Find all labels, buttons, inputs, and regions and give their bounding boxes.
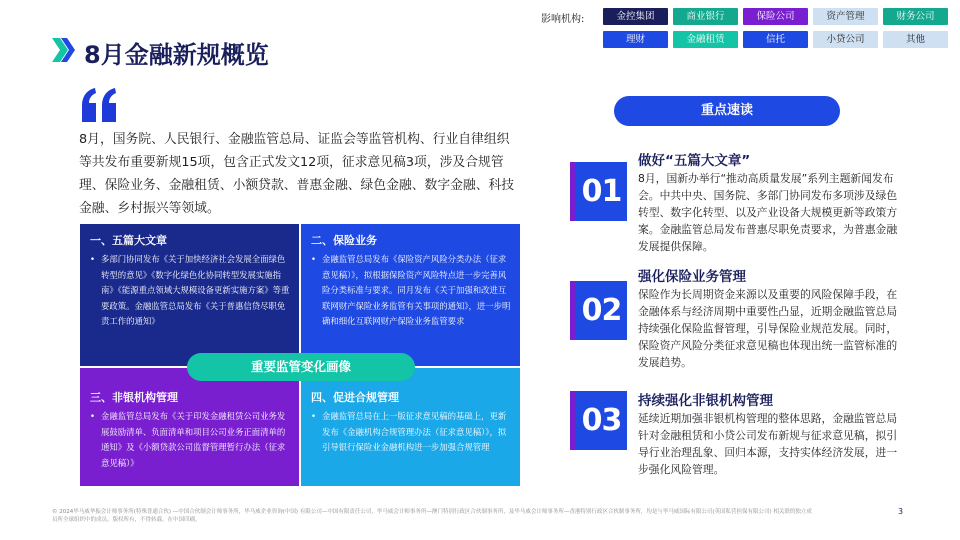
number-accent bbox=[570, 281, 576, 340]
item-number-text: 03 bbox=[581, 403, 622, 438]
item-number bbox=[576, 391, 627, 450]
tag-other: 其他 bbox=[883, 31, 948, 48]
quadrant-insurance bbox=[301, 224, 520, 366]
tag-commercial-bank: 商业银行 bbox=[673, 8, 738, 25]
bullet-icon: • bbox=[311, 254, 316, 264]
item-text: 延续近期加强非银机构管理的整体思路，金融监管总局针对金融租赁和小贷公司发布新规与征求意见稿，拟引导行业治理乱象、回归本源，支持实体经济发展，进一步强化风险管理。 bbox=[638, 412, 898, 476]
quadrant-text: 多部门协同发布《关于加快经济社会发展全面绿色转型的意见》《数字化绿色化协同转型发展实施指南》《能源重点领域大规模设备更新实施方案》等重要政策。金融监管总局发布《关于普惠信贷尽职免责工作的通知》 bbox=[101, 254, 290, 326]
quadrant-nonbank bbox=[80, 368, 299, 486]
item-title: 做好“五篇大文章” bbox=[638, 153, 751, 169]
tag-financial-holding: 金控集团 bbox=[603, 8, 668, 25]
tag-insurance: 保险公司 bbox=[743, 8, 808, 25]
bullet-icon: • bbox=[90, 254, 95, 264]
item-text: 保险作为长周期资金来源以及重要的风险保障手段，在金融体系与经济周期中重要性凸显，近期金融监管总局持续强化保险监督管理，引导保险业规范发展。同时，保险资产风险分类征求意见稿也体现出统一监管标准的发展趋势。 bbox=[638, 288, 898, 369]
quadrant-bullet bbox=[90, 252, 291, 330]
institutions-label: 影响机构: bbox=[541, 14, 585, 25]
key-reading-badge: 重点速读 bbox=[614, 96, 840, 126]
quadrant-text: 金融监管总局在上一版征求意见稿的基础上，更新发布《金融机构合规管理办法（征求意见稿）》，拟引导银行保险业金融机构进一步加强合规管理 bbox=[322, 411, 507, 452]
quadrant-five-articles bbox=[80, 224, 299, 366]
center-label: 重要监管变化画像 bbox=[187, 353, 415, 381]
tag-micro-lending: 小贷公司 bbox=[813, 31, 878, 48]
tag-wealth-management: 理财 bbox=[603, 31, 668, 48]
intro-paragraph: 8月，国务院、人民银行、金融监管总局、证监会等监管机构、行业自律组织等共发布重要新规15项，包含正式发文12项，征求意见稿3项，涉及合规管理、保险业务、金融租赁、小额贷款、普惠金融、绿色金融、数字金融、科技金融、乡村振兴等领域。 bbox=[79, 132, 515, 216]
quadrant-title: 二、保险业务 bbox=[311, 234, 377, 247]
bullet-icon: • bbox=[311, 411, 316, 421]
quadrant-title: 三、非银机构管理 bbox=[90, 391, 178, 404]
item-title: 持续强化非银机构管理 bbox=[638, 393, 773, 409]
quote-icon bbox=[80, 88, 120, 122]
play-arrows-icon bbox=[52, 38, 78, 62]
bullet-icon: • bbox=[90, 411, 95, 421]
quadrant-compliance bbox=[301, 368, 520, 486]
quadrant-bullet bbox=[311, 252, 512, 330]
quadrant-bullet bbox=[90, 409, 291, 471]
item-text: 8月，国新办举行“推动高质量发展”系列主题新闻发布会。中共中央、国务院、多部门协同发布多项涉及绿色转型、数字化转型、以及产业设备大规模更新等政策方案。金融监管总局发布普惠尽职免责要求，为普惠金融发展提供保障。 bbox=[638, 172, 898, 253]
page-title: 8月金融新规概览 bbox=[84, 41, 269, 69]
tag-trust: 信托 bbox=[743, 31, 808, 48]
tag-financial-leasing: 金融租赁 bbox=[673, 31, 738, 48]
item-title: 强化保险业务管理 bbox=[638, 269, 746, 285]
footer-copyright: © 2024毕马威华振会计师事务所(特殊普通合伙) —中国合伙制会计师事务所，毕马威企业咨询(中国) 有限公司—中国有限责任公司，毕马威会计师事务所—澳门特别行政区合伙制事务所，及毕马威会计师事务所—香港特别行政区合伙制事务所，均是与毕马威国际有限公司(英国私营担保有限公司) 相关联的独立成员所全球组织中的成员。版权所有，不得转载。在中国印刷。 bbox=[52, 509, 812, 523]
number-accent bbox=[570, 162, 576, 221]
tag-asset-management: 资产管理 bbox=[813, 8, 878, 25]
number-accent bbox=[570, 391, 576, 450]
page-number: 3 bbox=[898, 507, 904, 516]
tag-finance-company: 财务公司 bbox=[883, 8, 948, 25]
quadrant-title: 一、五篇大文章 bbox=[90, 234, 167, 247]
quadrant-text: 金融监管总局发布《关于印发金融租赁公司业务发展鼓励清单、负面清单和项目公司业务正面清单的通知》及《小额贷款公司监督管理暂行办法（征求意见稿）》 bbox=[101, 411, 286, 468]
quadrant-title: 四、促进合规管理 bbox=[311, 391, 399, 404]
item-number bbox=[576, 281, 627, 340]
item-number-text: 02 bbox=[581, 293, 622, 328]
item-number-text: 01 bbox=[581, 174, 622, 209]
quadrant-text: 金融监管总局发布《保险资产风险分类办法（征求意见稿）》，拟根据保险资产风险特点进一步完善风险分类标准与要求。同月发布《关于加强和改进互联网财产保险业务监管有关事项的通知》，进一步明确和细化互联网财产保险业务监管要求 bbox=[322, 254, 511, 326]
item-number bbox=[576, 162, 627, 221]
quadrant-bullet bbox=[311, 409, 512, 456]
